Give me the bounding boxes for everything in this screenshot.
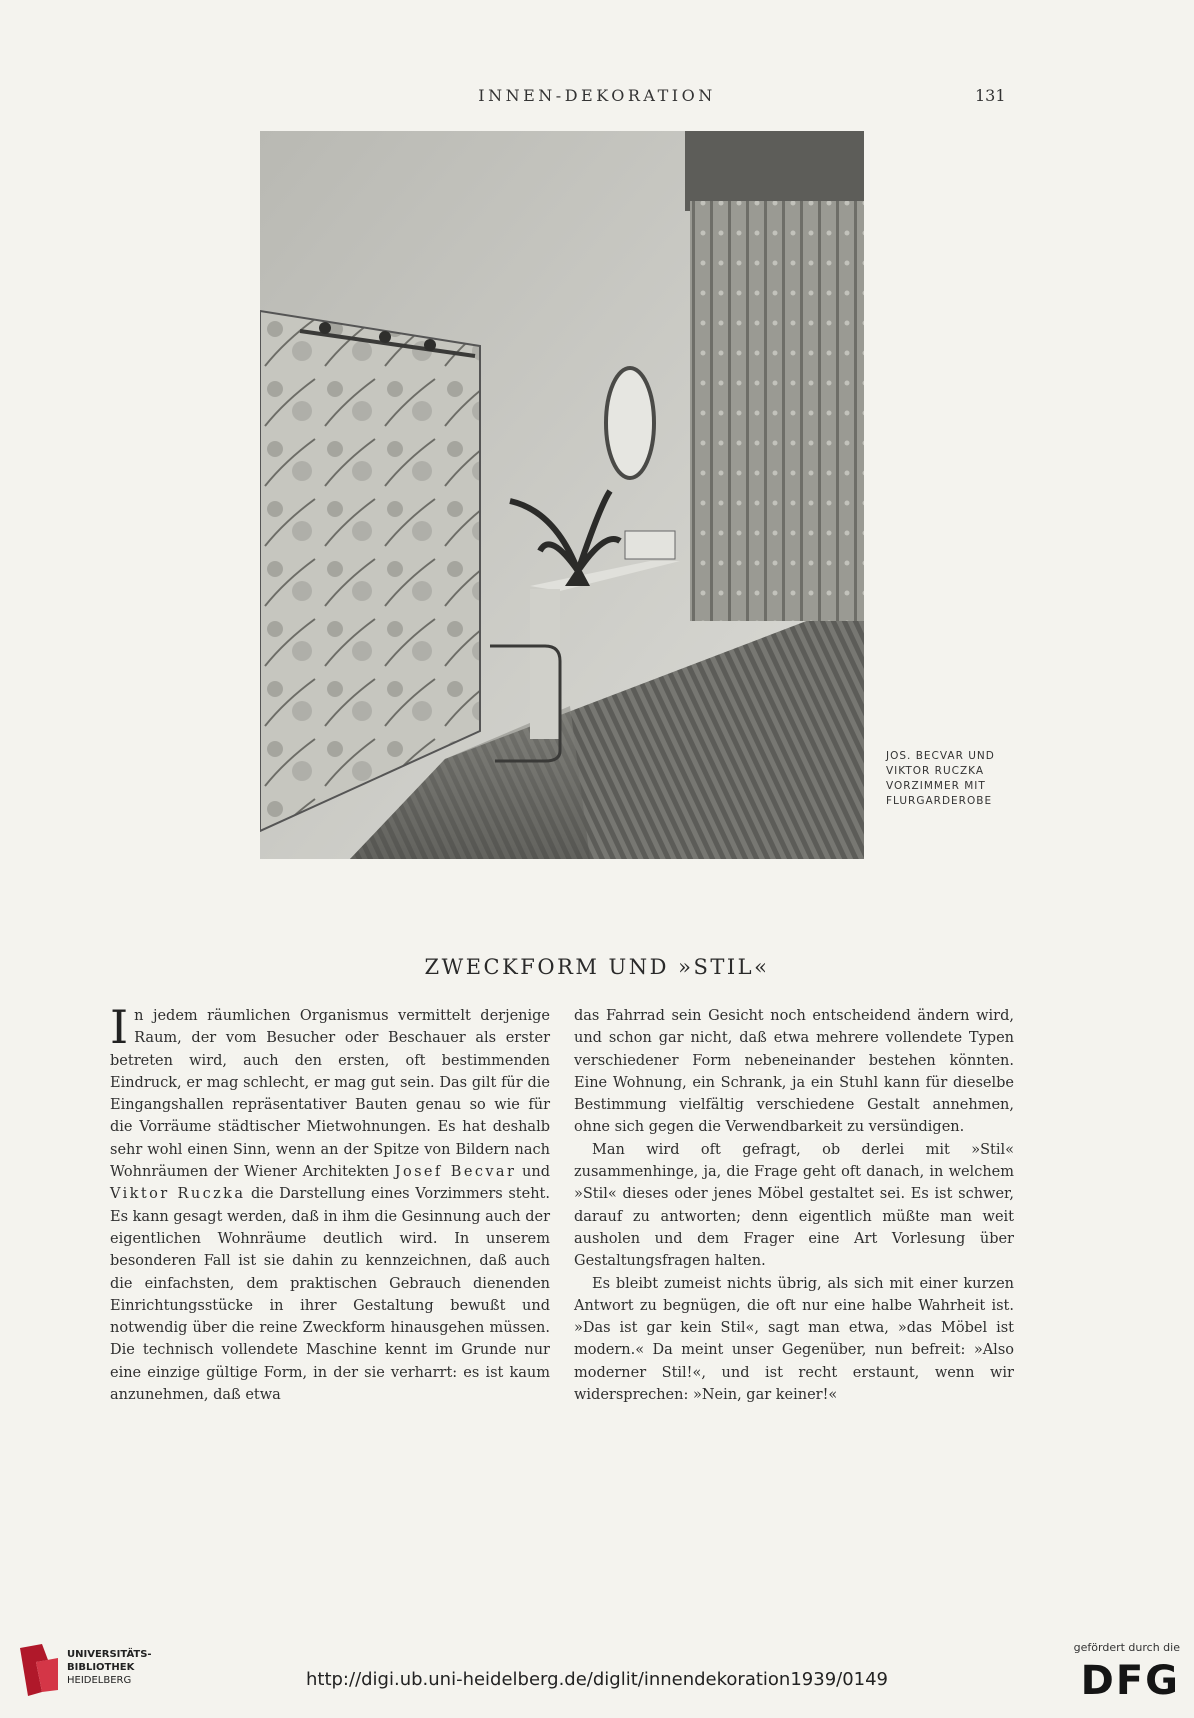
running-head: INNEN-DEKORATION xyxy=(478,86,716,105)
dfg-logo: DFG xyxy=(1080,1658,1180,1704)
drop-cap: I xyxy=(110,1000,129,1054)
text-column-left xyxy=(110,1000,550,1406)
curtain xyxy=(690,201,864,621)
paragraph: Es bleibt zumeist nichts übrig, als sich mit einer kurzen Antwort zu begnügen, die oft nur eine halbe Wahrheit ist. »Das ist gar kein Stil«, sagt man etwa, »das Möbel ist modern.« Da meint unser Gegenüber, nun befreit: »Also moderner Stil!«, und ist recht erstaunt, wenn wir widersprechen: »Nein, gar keiner!« xyxy=(574,1275,1014,1404)
oval-mirror xyxy=(606,368,654,478)
box xyxy=(625,531,675,559)
funding-note: gefördert durch die xyxy=(1073,1641,1180,1654)
architect-name-1: Josef Becvar xyxy=(394,1164,517,1181)
photo-illustration xyxy=(260,131,864,859)
page-number: 131 xyxy=(975,86,1006,105)
ceiling-shadow xyxy=(685,131,864,211)
article-title: ZWECKFORM UND »STIL« xyxy=(424,955,770,979)
figure-caption: JOS. BECVAR UND VIKTOR RUCZKA VORZIMMER MIT FLURGARDEROBE xyxy=(886,750,995,807)
paragraph: In jedem räumlichen Organismus vermittelt derjenige Raum, der vom Besucher oder Beschauer als erster betreten wird, auch den ersten, oft bestimmenden Eindruck, er mag schlecht, er mag gut sein. Das gilt für die Eingangshallen repräsentativer Bauten genau so wie für die Vorräume städtischer Mietwohnungen. Es hat deshalb sehr wohl einen Sinn, wenn an der Spitze von Bildern nach Wohnräumen der Wiener Architekten Josef Becvar und Viktor Ruczka die Darstellung eines Vorzimmers steht. Es kann gesagt werden, daß in ihm die Gesinnung auch der eigentlichen Wohnräume deutlich wird. In unserem besonderen Fall ist sie dahin zu kennzeichnen, daß auch die einfachsten, dem praktischen Gebrauch dienenden Einrichtungsstücke in ihrer Gestaltung bewußt und notwendig über die reine Zweckform hinausgehen müssen. Die technisch vollendete Maschine kennt im Grunde nur eine einzige gültige Form, in der sie verharrt: es ist kaum anzunehmen, daß etwa xyxy=(110,1000,550,1404)
console-leg xyxy=(530,589,560,739)
hook-2 xyxy=(379,331,391,343)
architect-name-2: Viktor Ruczka xyxy=(110,1186,246,1203)
interior-photo xyxy=(260,131,864,859)
hook-1 xyxy=(319,322,331,334)
text-column-right xyxy=(574,1005,1014,1406)
source-url[interactable]: http://digi.ub.uni-heidelberg.de/diglit/innendekoration1939/0149 xyxy=(305,1669,889,1690)
hook-3 xyxy=(424,339,436,351)
library-name: UNIVERSITÄTS- BIBLIOTHEK HEIDELBERG xyxy=(67,1649,152,1686)
paragraph: das Fahrrad sein Gesicht noch entscheidend ändern wird, und schon gar nicht, daß etwa mehrere vollendete Typen verschiedener Form nebeneinander bestehen könnten. Eine Wohnung, ein Schrank, ja ein Stuhl kann für dieselbe Bestimmung vielfältig verschiedene Gestalt annehmen, ohne sich gegen die Verwendbarkeit zu versündigen. xyxy=(574,1008,1014,1136)
paragraph: Man wird oft gefragt, ob derlei mit »Stil« zusammenhinge, ja, die Frage geht oft danach, in welchem »Stil« dieses oder jenes Möbel gestaltet sei. Es ist schwer, darauf zu antworten; denn eigentlich müßte man weit ausholen und dem Frager eine Art Vorlesung über Gestaltungsfragen halten. xyxy=(574,1141,1014,1270)
